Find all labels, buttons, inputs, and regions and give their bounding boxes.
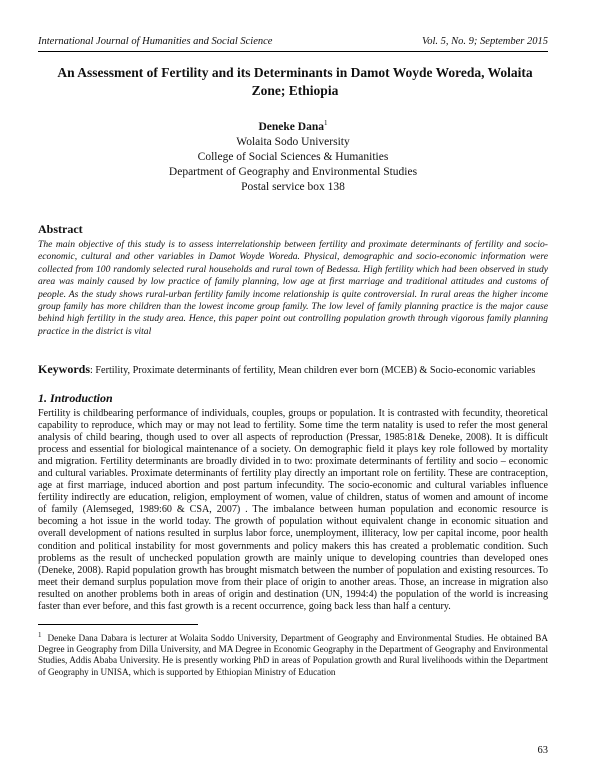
author-block [38,116,548,195]
section-heading-introduction: 1. Introduction [38,391,113,405]
footnote-mark: 1 [38,631,42,639]
author-name-text: Deneke Dana [258,120,324,133]
journal-name: International Journal of Humanities and Social Science [38,36,273,47]
author-footnote-mark[interactable]: 1 [324,119,328,127]
page-number: 63 [537,745,548,756]
keywords [38,363,548,378]
header-rule [38,51,548,52]
affiliation-university: Wolaita Sodo University [236,135,350,148]
paper-title: An Assessment of Fertility and its Determinants in Damot Woyde Woreda, Wolaita Zone; Ethiopia [57,65,533,98]
author-name [38,116,548,135]
volume-issue: Vol. 5, No. 9; September 2015 [422,36,548,47]
abstract-heading: Abstract [38,222,83,236]
footnote-rule [38,624,198,625]
keywords-text: : Fertility, Proximate determinants of fertility, Mean children ever born (MCEB) & Socio-economic variables [90,365,536,376]
keywords-label: Keywords [38,362,90,376]
running-head [38,36,548,47]
footnote-text: Deneke Dana Dabara is lecturer at Wolaita Soddo University, Department of Geography and Environmental Studies. He obtained BA Degree in Geography from Dilla University, and MA Degree in Economic Geography in the Department of Geography and Environmental Studies, Addis Ababa University. He is presently working PhD in areas of Population growth and Rural livelihoods within the Department of Geography in UNISA, which is supported by Ethiopian Ministry of Education [38,633,548,677]
affiliation-college: College of Social Sciences & Humanities [197,150,389,163]
affiliation-department: Department of Geography and Environmental Studies [168,165,418,178]
footnote [38,630,548,678]
affiliation-address: Postal service box 138 [241,180,345,193]
introduction-text: Fertility is childbearing performance of individuals, couples, groups or population. It is contrasted with fecundity, theoretical capability to reproduce, which may or may not lead to fertility. Some time the term natality is used to refer the most general analysis of child bearing, though used to over all aspects of reproduction (Pressar, 1985:81& Deneke, 2008). It is difficult process and essential for biological maintenance of a society. On demographic field it plays key role followed by mortality and migration. Fertility determinants are broadly divided in to two: proximate determinants of fertility and socio – economic and cultural variables. Proximate determinants of fertility play directly an important role on fertility. These are contraception, age at first marriage, induced abortion and post partum infecundity. The socio-economic and cultural variables influence fertility indirectly are education, religion, employment of women, value of children, status of women and amount of income of family (Alemseged, 1989:60 & CSA, 2007) . The imbalance between human population and economic resource is becoming a hot issue in the world today. The growth of population without equivalent change in economic situation and overall development of nations resulted in surplus labor force, unemployment, illiteracy, low per capital income, poor health condition and political instability for most governments and policy makers this has created a problematic condition. Such problems as the result of unchecked population growth are mainly unique to developing countries than developed ones (Deneke, 2008). Rapid population growth has brought mismatch between the number of population and existing resources. To meet their demand surplus population move from their place of origin to another areas. Those, an increase in migration also resulted on another problems both in areas of origin and destination (UN, 1994:4) the population of the world is increasing faster than ever before, and this fast growth is a recent occurrence, going back less than half a century. [38,408,548,612]
abstract-text: The main objective of this study is to assess interrelationship between fertility and proximate determinants of fertility and socio- economic, cultural and other variables in Damot Woyde Woreda. Physical, demographic and socio-economic information were collected from 100 randomly selected rural households and rural town of Bedessa. High fertility which had been observed in study area was mainly caused by low practice of family planning, low age at first marriage and traditional attitudes and customs of people. As the study shows rural-urban fertility family income relationship is quite controversial. In rural areas the higher income group family has more children than the lowest income group family. The low level of family planning practice is the major cause behind high fertility in the study area. Hence, this paper point out controlling population growth through vigorous family planning practice in the district is vital [38,239,548,337]
